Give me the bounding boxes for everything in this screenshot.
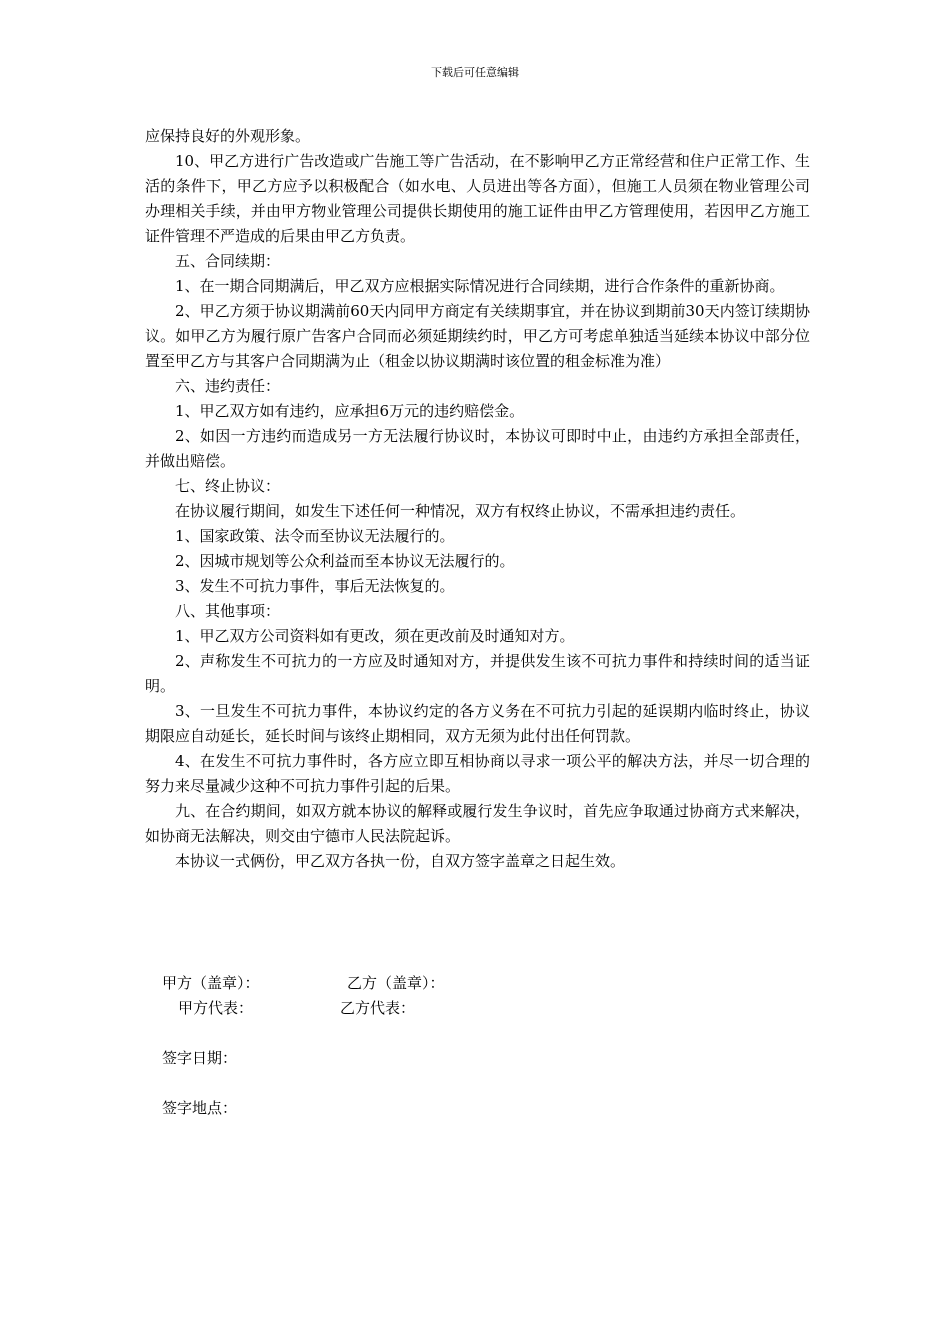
termination-clause-1: 1、国家政策、法令而至协议无法履行的。 <box>175 527 455 545</box>
paragraph-continuation: 应保持良好的外观形象。 <box>145 127 311 145</box>
other-clause-2: 2、声称发生不可抗力的一方应及时通知对方，并提供发生该不可抗力事件和持续时间的适当证明。 <box>145 652 810 695</box>
section-heading-renewal: 五、合同续期： <box>175 252 281 270</box>
other-clause-4: 4、在发生不可抗力事件时，各方应立即互相协商以寻求一项公平的解决方法，并尽一切合理的努力来尽量减少这种不可抗力事件引起的后果。 <box>145 752 810 795</box>
page-header-note: 下载后可任意编辑 <box>431 66 519 79</box>
breach-clause-2: 2、如因一方违约而造成另一方无法履行协议时，本协议可即时中止，由违约方承担全部责任，并做出赔偿。 <box>145 427 810 470</box>
section-heading-other: 八、其他事项： <box>175 602 281 620</box>
dispute-clause: 九、在合约期间，如双方就本协议的解释或履行发生争议时，首先应争取通过协商方式来解决，如协商无法解决，则交由宁德市人民法院起诉。 <box>145 802 810 845</box>
termination-clause-2: 2、因城市规划等公众利益而至本协议无法履行的。 <box>175 552 515 570</box>
effectiveness-clause: 本协议一式俩份，甲乙双方各执一份，自双方签字盖章之日起生效。 <box>175 852 626 870</box>
sign-place-label: 签字地点： <box>162 1099 238 1117</box>
party-b-seal-label: 乙方（盖章）： <box>347 974 445 992</box>
party-a-representative-label: 甲方代表： <box>178 999 254 1017</box>
section-heading-breach: 六、违约责任： <box>175 377 281 395</box>
contract-body <box>145 124 810 874</box>
other-clause-3: 3、一旦发生不可抗力事件，本协议约定的各方义务在不可抗力引起的延误期内临时终止，协议期限应自动延长，延长时间与该终止期相同，双方无须为此付出任何罚款。 <box>145 702 810 745</box>
termination-clause-3: 3、发生不可抗力事件，事后无法恢复的。 <box>175 577 455 595</box>
section-heading-termination: 七、终止协议： <box>175 477 281 495</box>
clause-10: 10、甲乙方进行广告改造或广告施工等广告活动，在不影响甲乙方正常经营和住户正常工作、生活的条件下，甲乙方应予以积极配合（如水电、人员进出等各方面），但施工人员须在物业管理公司办理相关手续，并由甲方物业管理公司提供长期使用的施工证件由甲乙方管理使用，若因甲乙方施工证件管理不严造成的后果由甲乙方负责。 <box>145 152 810 245</box>
renewal-clause-1: 1、在一期合同期满后，甲乙双方应根据实际情况进行合同续期，进行合作条件的重新协商。 <box>175 277 785 295</box>
sign-date-label: 签字日期： <box>162 1049 238 1067</box>
party-a-seal-label: 甲方（盖章）： <box>162 974 260 992</box>
renewal-clause-2: 2、甲乙方须于协议期满前60天内同甲方商定有关续期事宜，并在协议到期前30天内签订续期协议。如甲乙方为履行原广告客户合同而必须延期续约时，甲乙方可考虑单独适当延续本协议中部分位置至甲乙方与其客户合同期满为止（租金以协议期满时该位置的租金标准为准） <box>145 302 810 370</box>
other-clause-1: 1、甲乙双方公司资料如有更改，须在更改前及时通知对方。 <box>175 627 575 645</box>
party-b-representative-label: 乙方代表： <box>340 999 416 1017</box>
breach-clause-1: 1、甲乙双方如有违约，应承担6万元的违约赔偿金。 <box>175 402 525 420</box>
termination-intro: 在协议履行期间，如发生下述任何一种情况，双方有权终止协议，不需承担违约责任。 <box>175 502 746 520</box>
